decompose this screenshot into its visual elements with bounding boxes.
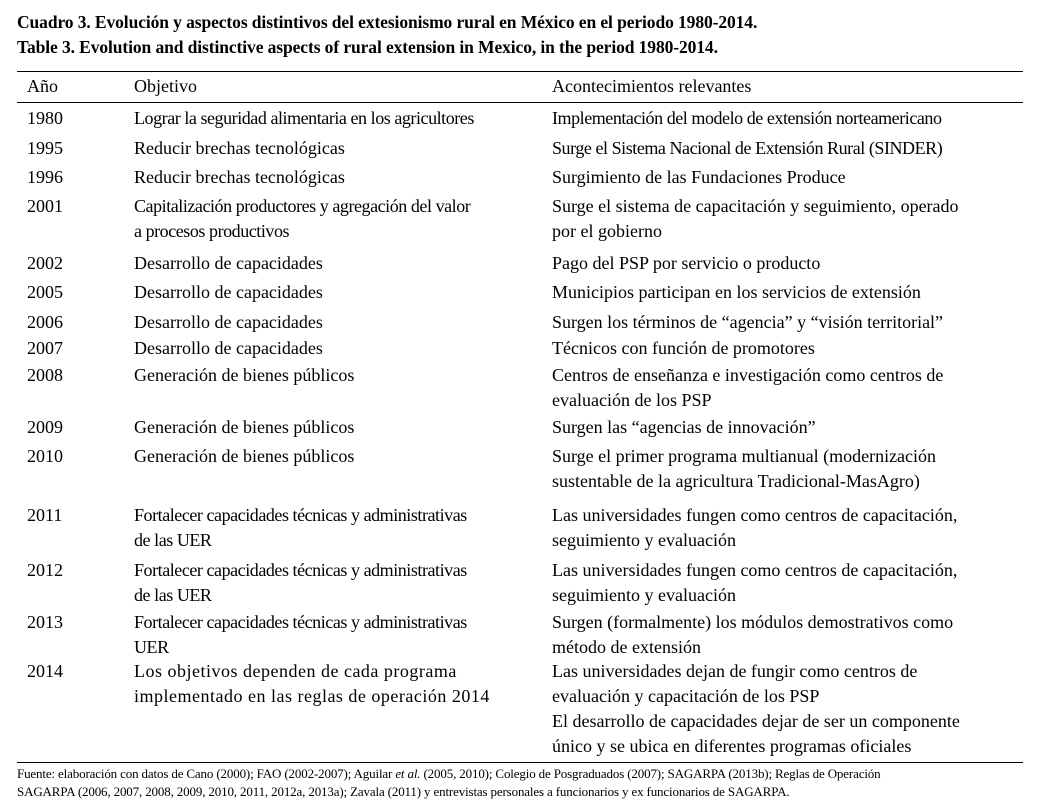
cell-objective: Fortalecer capacidades técnicas y administrativas [134,505,467,525]
cell-event: Las universidades fungen como centros de capacitación, [552,505,958,525]
cell-year: 1996 [27,167,63,187]
cell-event: por el gobierno [552,221,662,241]
cell-year: 1980 [27,108,63,128]
cell-event: Surgen (formalmente) los módulos demostrativos como [552,612,954,632]
cell-objective: Lograr la seguridad alimentaria en los agricultores [134,108,474,128]
cell-objective: UER [134,637,169,657]
column-header-year: Año [27,76,58,96]
cell-event: Surgimiento de las Fundaciones Produce [552,167,846,187]
cell-objective: Desarrollo de capacidades [134,338,323,358]
cell-objective: Desarrollo de capacidades [134,282,323,302]
cell-event: Surge el Sistema Nacional de Extensión Rural (SINDER) [552,138,943,158]
cell-objective: Generación de bienes públicos [134,365,355,385]
cell-event: sustentable de la agricultura Tradicional-MasAgro) [552,471,920,491]
cell-year: 2007 [27,338,63,358]
cell-objective: Capitalización productores y agregación del valor [134,196,471,216]
cell-event: El desarrollo de capacidades dejar de ser un componente [552,711,960,731]
cell-objective: Fortalecer capacidades técnicas y administrativas [134,612,467,632]
table-header-rule [17,102,1023,103]
cell-year: 2008 [27,365,63,385]
cell-event: evaluación de los PSP [552,390,712,410]
column-header-objective: Objetivo [134,76,197,96]
cell-year: 2006 [27,312,63,332]
cell-event: Las universidades dejan de fungir como centros de [552,661,918,681]
cell-year: 2002 [27,253,63,273]
source-note-text: Fuente: elaboración con datos de Cano (2000); FAO (2002-2007); Aguilar [17,766,396,781]
cell-objective: Generación de bienes públicos [134,446,355,466]
cell-year: 1995 [27,138,63,158]
column-header-events: Acontecimientos relevantes [552,76,752,96]
table-bottom-rule [17,762,1023,763]
cell-objective: Desarrollo de capacidades [134,253,323,273]
cell-event: único y se ubica en diferentes programas oficiales [552,736,912,756]
cell-objective: Los objetivos dependen de cada programa [134,661,457,681]
cell-event: Surgen los términos de “agencia” y “visión territorial” [552,312,944,332]
cell-event: Pago del PSP por servicio o producto [552,253,821,273]
cell-event: seguimiento y evaluación [552,530,736,550]
source-note-italic: et al. [395,766,421,781]
cell-objective: Generación de bienes públicos [134,417,355,437]
cell-objective: de las UER [134,530,212,550]
cell-event: Surge el primer programa multianual (modernización [552,446,937,466]
cell-objective: Fortalecer capacidades técnicas y administrativas [134,560,467,580]
cell-objective: de las UER [134,585,212,605]
cell-event: Las universidades fungen como centros de capacitación, [552,560,958,580]
cell-event: seguimiento y evaluación [552,585,736,605]
cell-event: Técnicos con función de promotores [552,338,815,358]
cell-objective: Reducir brechas tecnológicas [134,167,345,187]
cell-year: 2009 [27,417,63,437]
source-note-text: (2005, 2010); Colegio de Posgraduados (2007); SAGARPA (2013b); Reglas de Operación [420,766,881,781]
table-title-english: Table 3. Evolution and distinctive aspects of rural extension in Mexico, in the period 1980-2014. [17,37,718,57]
cell-event: Centros de enseñanza e investigación como centros de [552,365,944,385]
table-title-spanish: Cuadro 3. Evolución y aspectos distintivos del extesionismo rural en México en el periodo 1980-2014. [17,12,758,32]
cell-objective: a procesos productivos [134,221,290,241]
cell-objective: implementado en las reglas de operación 2014 [134,686,490,706]
cell-year: 2005 [27,282,63,302]
table-top-rule [17,71,1023,72]
cell-event: Surgen las “agencias de innovación” [552,417,816,437]
cell-year: 2012 [27,560,63,580]
cell-event: Implementación del modelo de extensión norteamericano [552,108,942,128]
cell-year: 2014 [27,661,63,681]
cell-event: Municipios participan en los servicios de extensión [552,282,921,302]
cell-year: 2013 [27,612,63,632]
cell-year: 2011 [27,505,63,525]
cell-objective: Desarrollo de capacidades [134,312,323,332]
cell-event: evaluación y capacitación de los PSP [552,686,820,706]
cell-objective: Reducir brechas tecnológicas [134,138,345,158]
source-note [17,765,880,783]
cell-event: método de extensión [552,637,701,657]
source-note-continued: SAGARPA (2006, 2007, 2008, 2009, 2010, 2011, 2012a, 2013a); Zavala (2011) y entrevistas personales a funcionarios y ex funcionarios de SAGARPA. [17,784,790,799]
cell-event: Surge el sistema de capacitación y seguimiento, operado [552,196,959,216]
cell-year: 2001 [27,196,63,216]
cell-year: 2010 [27,446,63,466]
